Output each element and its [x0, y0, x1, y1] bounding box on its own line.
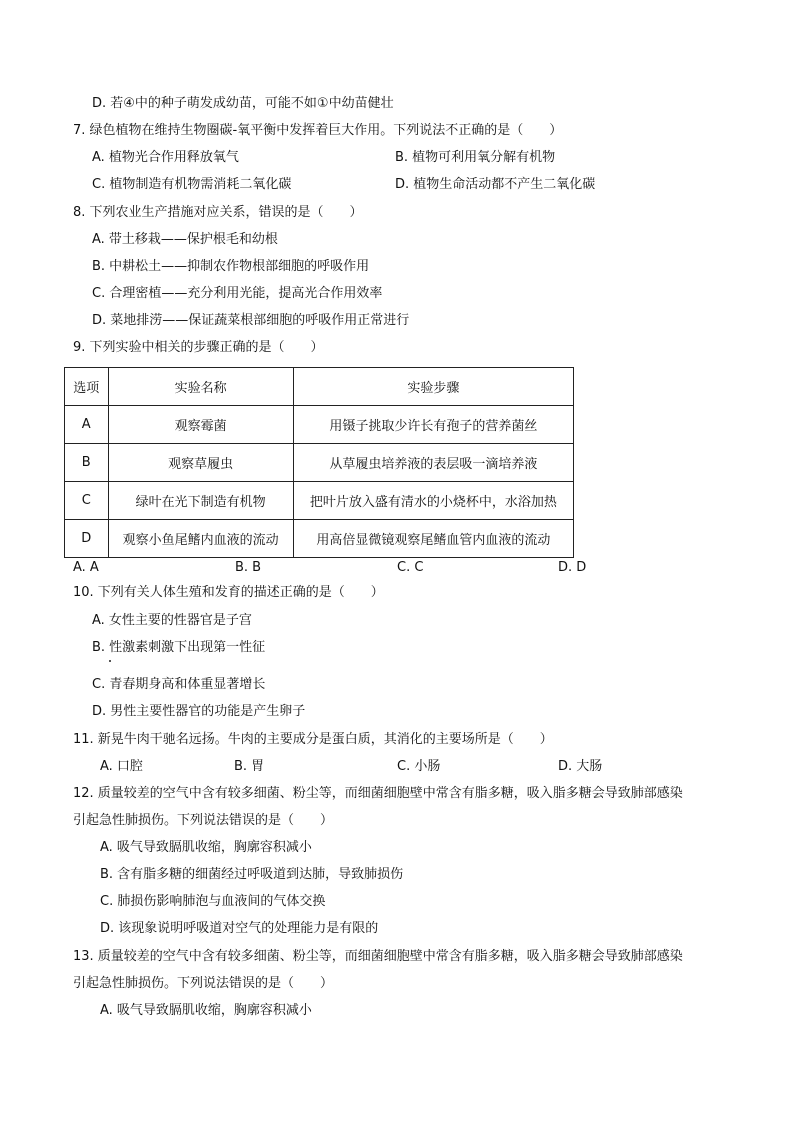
table-header-option: 选项 — [65, 368, 109, 406]
q12-stem-line2: 引起急性肺损伤。下列说法错误的是（ ） — [73, 813, 334, 828]
q13-option-a: A. 吸气导致膈肌收缩，胸廓容积减小 — [100, 1003, 312, 1018]
q9-option-c: C. C — [397, 560, 424, 575]
q12-option-a: A. 吸气导致膈肌收缩，胸廓容积减小 — [100, 840, 312, 855]
table-cell: B — [65, 444, 109, 482]
table-cell: 把叶片放入盛有清水的小烧杯中，水浴加热 — [293, 482, 573, 520]
q10-option-d: D. 男性主要性器官的功能是产生卵子 — [92, 704, 306, 719]
q8-option-a: A. 带土移栽——保护根毛和幼根 — [92, 232, 278, 247]
table-cell: C — [65, 482, 109, 520]
q8-stem: 8. 下列农业生产措施对应关系，错误的是（ ） — [73, 205, 363, 220]
q7-option-d: D. 植物生命活动都不产生二氧化碳 — [395, 177, 596, 192]
q9-option-a: A. A — [73, 560, 99, 575]
q6-option-d: D. 若④中的种子萌发成幼苗，可能不如①中幼苗健壮 — [92, 96, 394, 111]
table-cell: 从草履虫培养液的表层吸一滴培养液 — [293, 444, 573, 482]
q7-stem: 7. 绿色植物在维持生物圈碳-氧平衡中发挥着巨大作用。下列说法不正确的是（ ） — [73, 123, 563, 138]
q12-option-b: B. 含有脂多糖的细菌经过呼吸道到达肺，导致肺损伤 — [100, 867, 404, 882]
q12-option-c: C. 肺损伤影响肺泡与血液间的气体交换 — [100, 894, 326, 909]
q8-option-c: C. 合理密植——充分利用光能，提高光合作用效率 — [92, 286, 383, 301]
q13-stem-line1: 13. 质量较差的空气中含有较多细菌、粉尘等，而细菌细胞壁中常含有脂多糖，吸入脂多糖会导致肺部感染 — [73, 949, 683, 964]
table-cell: 绿叶在光下制造有机物 — [108, 482, 293, 520]
table-row — [65, 520, 574, 558]
table-cell: 观察草履虫 — [108, 444, 293, 482]
q11-stem: 11. 新晃牛肉干驰名远扬。牛肉的主要成分是蛋白质，其消化的主要场所是（ ） — [73, 732, 553, 747]
q7-option-a: A. 植物光合作用释放氧气 — [92, 150, 239, 165]
q7-option-b: B. 植物可利用氧分解有机物 — [395, 150, 556, 165]
table-header-name: 实验名称 — [108, 368, 293, 406]
table-header-row — [65, 368, 574, 406]
q11-option-c: C. 小肠 — [397, 759, 441, 774]
q9-option-b: B. B — [235, 560, 262, 575]
table-row — [65, 482, 574, 520]
q10-stem: 10. 下列有关人体生殖和发育的描述正确的是（ ） — [73, 585, 384, 600]
q10-option-b: B. 性激素刺激下出现第一性征 — [92, 640, 266, 655]
q11-option-b: B. 胃 — [234, 759, 265, 774]
q12-option-d: D. 该现象说明呼吸道对空气的处理能力是有限的 — [100, 921, 379, 936]
q11-option-d: D. 大肠 — [558, 759, 603, 774]
stray-dot — [109, 660, 111, 662]
table-row — [65, 444, 574, 482]
table-cell: 观察霉菌 — [108, 406, 293, 444]
q8-option-b: B. 中耕松土——抑制农作物根部细胞的呼吸作用 — [92, 259, 370, 274]
q11-option-a: A. 口腔 — [100, 759, 143, 774]
table-row — [65, 406, 574, 444]
q7-option-c: C. 植物制造有机物需消耗二氧化碳 — [92, 177, 292, 192]
q10-option-c: C. 青春期身高和体重显著增长 — [92, 677, 266, 692]
table-cell: 用高倍显微镜观察尾鳍血管内血液的流动 — [293, 520, 573, 558]
q9-option-d: D. D — [558, 560, 587, 575]
q13-stem-line2: 引起急性肺损伤。下列说法错误的是（ ） — [73, 976, 334, 991]
table-cell: 观察小鱼尾鳍内血液的流动 — [108, 520, 293, 558]
table-cell: 用镊子挑取少许长有孢子的营养菌丝 — [293, 406, 573, 444]
q12-stem-line1: 12. 质量较差的空气中含有较多细菌、粉尘等，而细菌细胞壁中常含有脂多糖，吸入脂多糖会导致肺部感染 — [73, 786, 683, 801]
table-header-steps: 实验步骤 — [293, 368, 573, 406]
q9-stem: 9. 下列实验中相关的步骤正确的是（ ） — [73, 340, 324, 355]
q8-option-d: D. 菜地排涝——保证蔬菜根部细胞的呼吸作用正常进行 — [92, 313, 410, 328]
table-cell: A — [65, 406, 109, 444]
experiment-table — [64, 367, 574, 558]
table-cell: D — [65, 520, 109, 558]
q10-option-a: A. 女性主要的性器官是子宫 — [92, 613, 252, 628]
